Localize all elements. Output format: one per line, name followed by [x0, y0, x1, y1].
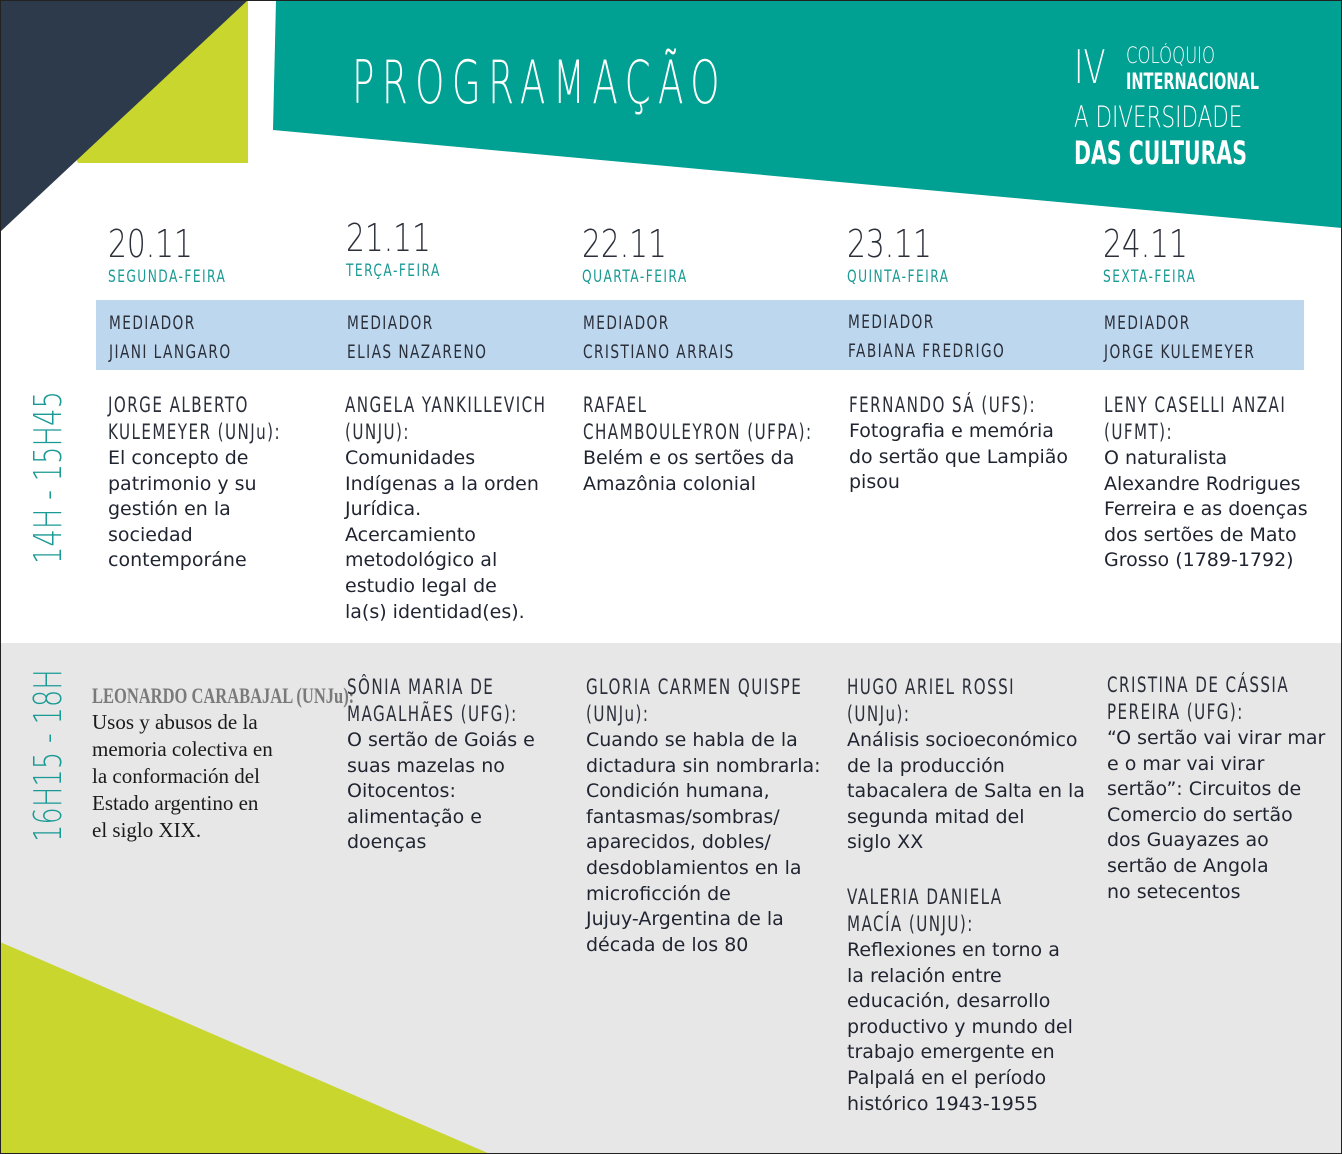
day-date: 21.11 — [346, 216, 431, 260]
talk-title-line: O naturalista — [1104, 447, 1228, 469]
talk-title-line: suas mazelas no — [347, 754, 505, 777]
talk-title-line: pisou — [849, 471, 900, 494]
talk-title-line: estudio legal de — [345, 574, 497, 597]
talk-title-line: la conformación del — [92, 764, 260, 788]
day-weekday: SEGUNDA-FEIRA — [108, 267, 227, 287]
time-slot-1: 14H - 15H45 — [26, 391, 70, 564]
talk-title-line: Palpalá en el período — [847, 1066, 1047, 1089]
talk-title-line: alimentação e — [347, 805, 482, 828]
speaker-line: RAFAEL — [583, 393, 648, 417]
talk-title-line: segunda mitad del — [847, 805, 1025, 828]
talk-title-line: microficción de — [586, 882, 731, 905]
talk-title-line: educación, desarrollo — [847, 990, 1051, 1013]
speaker-line: JORGE ALBERTO — [108, 393, 249, 417]
talk-title-line: Reflexiones en torno a — [847, 939, 1060, 961]
speaker-line: VALERIA DANIELA — [847, 885, 1003, 909]
speaker-line: (UNJu): — [586, 702, 650, 726]
session-2-2 — [347, 674, 572, 856]
talk-title-line: productivo y mundo del — [847, 1015, 1073, 1038]
mediator-name: CRISTIANO ARRAIS — [583, 341, 735, 363]
logo-line-3: A DIVERSIDADE — [1074, 100, 1243, 134]
talk-title-line: Usos y abusos de la — [92, 710, 258, 734]
mediator-4 — [848, 308, 1005, 366]
speaker-line: (UNJu): — [847, 702, 911, 726]
speaker-line: LENY CASELLI ANZAI — [1104, 393, 1287, 417]
session-1-4 — [849, 392, 1089, 496]
day-weekday: QUARTA-FEIRA — [582, 267, 688, 287]
mediator-label: MEDIADOR — [848, 311, 935, 333]
talk-title-line: “O sertão vai virar mar — [1107, 727, 1326, 749]
logo-line-2: INTERNACIONAL — [1126, 70, 1260, 95]
talk-title-line: desdoblamientos en la — [586, 856, 802, 879]
speaker-line: CHAMBOULEYRON (UFPA): — [583, 420, 813, 444]
logo-line-1: COLÓQUIO — [1126, 44, 1216, 69]
day-date: 24.11 — [1103, 222, 1188, 266]
talk-title-line: gestión en la — [108, 498, 231, 521]
talk-title-line: do sertão que Lampião — [849, 445, 1069, 468]
day-header-4 — [847, 222, 989, 288]
talk-title-line: Acercamiento — [345, 523, 476, 546]
talk-title-line: Condición humana, — [586, 780, 770, 803]
talk-title-line: Ferreira e as doenças — [1104, 498, 1308, 521]
talk-title-line: e o mar vai virar — [1107, 752, 1265, 775]
session-1-2 — [345, 392, 570, 625]
page-title: PROGRAMAÇÃO — [352, 48, 727, 118]
mediator-1 — [109, 309, 232, 367]
session-1-5 — [1104, 392, 1334, 574]
talk-title-line: el siglo XIX. — [92, 818, 202, 842]
talk-title-line: la(s) identidad(es). — [345, 600, 525, 623]
talk-title-line: fantasmas/sombras/ — [586, 805, 780, 828]
speaker-line: (UFMT): — [1104, 420, 1174, 444]
mediator-label: MEDIADOR — [1104, 312, 1191, 334]
speaker-line: FERNANDO SÁ (UFS): — [849, 393, 1037, 417]
logo-line-4: DAS CULTURAS — [1074, 134, 1248, 172]
talk-title-line: metodológico al — [345, 549, 498, 572]
talk-title-line: sertão”: Circuitos de — [1107, 778, 1302, 801]
talk-title-line: Estado argentino en — [92, 791, 259, 815]
talk-title-line: década de los 80 — [586, 933, 749, 956]
talk-title-line: de la producción — [847, 754, 1005, 777]
talk-title-line: Alexandre Rodrigues — [1104, 472, 1301, 495]
talk-title-line: Comunidades — [345, 447, 476, 469]
mediator-name: ELIAS NAZARENO — [347, 341, 488, 363]
speaker-line: SÔNIA MARIA DE — [347, 675, 495, 699]
talk-title-line: Jujuy-Argentina de la — [586, 908, 784, 931]
day-date: 22.11 — [582, 222, 667, 266]
talk-title-line: Oitocentos: — [347, 780, 456, 803]
speaker-line: HUGO ARIEL ROSSI — [847, 675, 1016, 699]
day-date: 20.11 — [108, 222, 193, 266]
talk-title-line: contemporáne — [108, 549, 247, 572]
day-header-2 — [346, 216, 478, 282]
mediator-label: MEDIADOR — [109, 312, 196, 334]
day-weekday: TERÇA-FEIRA — [346, 261, 441, 281]
talk-title-line: patrimonio y su — [108, 472, 257, 495]
speaker-line: GLORIA CARMEN QUISPE — [586, 675, 803, 699]
talk-title-line: dos sertões de Mato — [1104, 523, 1297, 546]
talk-title-line: Análisis socioeconómico — [847, 729, 1078, 751]
day-header-1 — [108, 222, 272, 288]
mediator-label: MEDIADOR — [583, 312, 670, 334]
speaker-line: (UNJU): — [345, 420, 410, 444]
talk-title-line: Fotografia e memória — [849, 420, 1054, 442]
talk-title-line: O sertão de Goiás e — [347, 729, 535, 751]
talk-title-line: Amazônia colonial — [583, 472, 756, 495]
mediator-label: MEDIADOR — [347, 312, 434, 334]
session-2-6 — [847, 884, 1092, 1117]
talk-title-line: Belém e os sertões da — [583, 447, 795, 469]
session-2-4 — [847, 674, 1092, 856]
colloquium-logo — [1070, 40, 1285, 180]
mediator-name: JIANI LANGARO — [109, 341, 232, 363]
speaker-line: CRISTINA DE CÁSSIA — [1107, 673, 1290, 697]
speaker-line: MAGALHÃES (UFG): — [347, 702, 518, 726]
day-header-3 — [582, 222, 729, 288]
speaker-line: MACÍA (UNJU): — [847, 912, 974, 936]
logo-roman-numeral: IV — [1074, 40, 1106, 94]
day-date: 23.11 — [847, 222, 932, 266]
talk-title-line: doenças — [347, 831, 427, 854]
talk-title-line: aparecidos, dobles/ — [586, 831, 771, 854]
talk-title-line: Grosso (1789-1792) — [1104, 549, 1294, 572]
speaker-line: LEONARDO CARABAJAL (UNJu): — [92, 683, 355, 708]
talk-title-line: dictadura sin nombrarla: — [586, 754, 821, 777]
session-1-3 — [583, 392, 823, 497]
talk-title-line: Indígenas a la orden — [345, 472, 539, 495]
session-2-1 — [92, 683, 355, 844]
mediator-name: JORGE KULEMEYER — [1104, 341, 1256, 363]
day-header-5 — [1103, 222, 1233, 288]
lime-triangle-bottom — [0, 942, 490, 1154]
mediator-2 — [347, 309, 487, 367]
mediator-5 — [1104, 309, 1255, 367]
talk-title-line: siglo XX — [847, 831, 924, 854]
session-1-1 — [108, 392, 333, 574]
talk-title-line: Cuando se habla de la — [586, 729, 798, 751]
talk-title-line: Comercio do sertão — [1107, 803, 1293, 826]
talk-title-line: sociedad — [108, 523, 193, 546]
talk-title-line: histórico 1943-1955 — [847, 1092, 1039, 1115]
talk-title-line: El concepto de — [108, 447, 249, 469]
talk-title-line: la relación entre — [847, 964, 1002, 987]
mediator-name: FABIANA FREDRIGO — [848, 340, 1006, 362]
speaker-line: PEREIRA (UFG): — [1107, 700, 1244, 724]
talk-title-line: dos Guayazes ao — [1107, 829, 1269, 852]
talk-title-line: sertão de Angola — [1107, 854, 1269, 877]
time-slot-2: 16H15 - 18H — [26, 669, 70, 842]
speaker-line: ANGELA YANKILLEVICH — [345, 393, 547, 417]
session-2-5 — [1107, 672, 1335, 905]
talk-title-line: tabacalera de Salta en la — [847, 780, 1085, 803]
talk-title-line: no setecentos — [1107, 880, 1241, 903]
talk-title-line: Jurídica. — [345, 498, 422, 521]
talk-title-line: memoria colectiva en — [92, 737, 273, 761]
day-weekday: SEXTA-FEIRA — [1103, 267, 1197, 287]
talk-title-line: trabajo emergente en — [847, 1041, 1055, 1064]
session-2-3 — [586, 674, 836, 958]
day-weekday: QUINTA-FEIRA — [847, 267, 950, 287]
speaker-line: KULEMEYER (UNJu): — [108, 420, 282, 444]
mediator-3 — [583, 309, 735, 367]
